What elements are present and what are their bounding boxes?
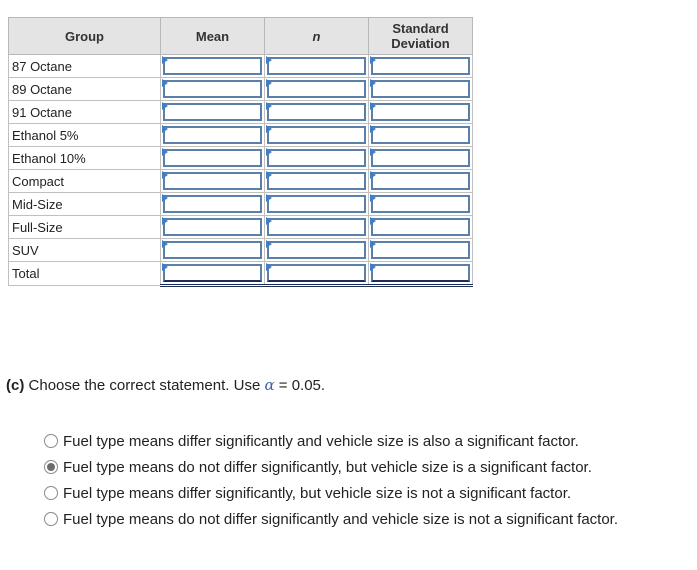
input-marker-icon [370,171,376,179]
row-label: Ethanol 10% [9,147,161,170]
sd-input[interactable] [371,80,470,98]
sd-input[interactable] [371,103,470,121]
table-row [9,78,473,101]
n-input[interactable] [267,195,366,213]
header-row [9,18,473,55]
sd-cell [369,78,473,101]
n-cell [265,55,369,78]
mean-input[interactable] [163,195,262,213]
table-row [9,101,473,124]
n-cell [265,216,369,239]
sd-cell [369,55,473,78]
input-marker-icon [266,102,272,110]
mean-cell [161,55,265,78]
table-row [9,239,473,262]
input-marker-icon [266,194,272,202]
mean-cell [161,124,265,147]
sd-cell [369,170,473,193]
n-input[interactable] [267,126,366,144]
mean-input[interactable] [163,241,262,259]
input-marker-icon [266,148,272,156]
n-input[interactable] [267,218,366,236]
answer-option-label: Fuel type means do not differ significantly, but vehicle size is a significant factor. [63,458,592,476]
input-marker-icon [162,194,168,202]
question-text: Choose the correct statement. Use [28,377,261,394]
row-label: 91 Octane [9,101,161,124]
mean-cell [161,147,265,170]
radio-dot-icon [47,463,55,471]
input-marker-icon [266,171,272,179]
mean-cell [161,78,265,101]
sd-cell [369,239,473,262]
mean-input[interactable] [163,80,262,98]
radio-checked-icon[interactable] [44,460,58,474]
n-cell [265,124,369,147]
sd-input[interactable] [371,126,470,144]
table-row [9,193,473,216]
table-row [9,55,473,78]
sd-cell [369,216,473,239]
row-label: 87 Octane [9,55,161,78]
question-c [6,376,325,394]
input-marker-icon [162,125,168,133]
question-part-label: (c) [6,377,25,394]
mean-input[interactable] [163,126,262,144]
row-label: 89 Octane [9,78,161,101]
row-label: SUV [9,239,161,262]
std-dev-header [369,18,473,55]
mean-cell [161,101,265,124]
table-row [9,124,473,147]
answer-option-label: Fuel type means differ significantly, but vehicle size is not a significant factor. [63,484,572,502]
n-cell [265,170,369,193]
input-marker-icon [266,79,272,87]
mean-cell [161,216,265,239]
answer-option-label: Fuel type means do not differ significantly and vehicle size is not a significant factor. [63,510,619,528]
sd-cell [369,124,473,147]
n-input[interactable] [267,264,366,282]
n-input[interactable] [267,241,366,259]
results-table [8,17,473,287]
n-input[interactable] [267,172,366,190]
answer-options [44,428,618,532]
n-input[interactable] [267,149,366,167]
mean-input[interactable] [163,218,262,236]
mean-input[interactable] [163,264,262,282]
input-marker-icon [370,240,376,248]
alpha-symbol: α [264,376,275,394]
mean-cell [161,262,265,286]
row-label: Ethanol 5% [9,124,161,147]
sd-input[interactable] [371,218,470,236]
input-marker-icon [266,56,272,64]
answer-option[interactable] [44,454,618,480]
sd-cell [369,193,473,216]
mean-cell [161,170,265,193]
sd-input[interactable] [371,264,470,282]
input-marker-icon [162,148,168,156]
input-marker-icon [370,194,376,202]
input-marker-icon [370,102,376,110]
input-marker-icon [370,263,376,271]
mean-cell [161,239,265,262]
mean-input[interactable] [163,149,262,167]
input-marker-icon [162,56,168,64]
row-label: Compact [9,170,161,193]
input-marker-icon [266,125,272,133]
n-cell [265,262,369,286]
sd-input[interactable] [371,149,470,167]
sd-input[interactable] [371,57,470,75]
input-marker-icon [370,56,376,64]
row-label: Mid-Size [9,193,161,216]
radio-unchecked-icon[interactable] [44,512,58,526]
sd-input[interactable] [371,195,470,213]
mean-input[interactable] [163,57,262,75]
table-body [9,55,473,286]
mean-cell [161,193,265,216]
answer-option[interactable] [44,480,618,506]
std-dev-header-line1: Standard [392,21,449,36]
n-cell [265,101,369,124]
input-marker-icon [266,240,272,248]
input-marker-icon [162,102,168,110]
answer-option[interactable] [44,428,618,454]
radio-unchecked-icon[interactable] [44,486,58,500]
mean-header: Mean [161,18,265,55]
input-marker-icon [162,79,168,87]
n-cell [265,78,369,101]
table-row [9,216,473,239]
sd-cell [369,262,473,286]
table-row [9,262,473,286]
sd-input[interactable] [371,172,470,190]
input-marker-icon [266,217,272,225]
input-marker-icon [162,217,168,225]
row-label: Total [9,262,161,286]
mean-input[interactable] [163,172,262,190]
n-cell [265,193,369,216]
alpha-value: = 0.05. [278,377,326,394]
table-row [9,170,473,193]
n-header: n [265,18,369,55]
n-input[interactable] [267,103,366,121]
sd-cell [369,147,473,170]
std-dev-header-line2: Deviation [391,36,450,51]
n-cell [265,147,369,170]
input-marker-icon [370,79,376,87]
table-row [9,147,473,170]
n-input[interactable] [267,57,366,75]
sd-cell [369,101,473,124]
mean-input[interactable] [163,103,262,121]
sd-input[interactable] [371,241,470,259]
n-input[interactable] [267,80,366,98]
answer-option-label: Fuel type means differ significantly and vehicle size is also a significant factor. [63,432,579,450]
input-marker-icon [370,148,376,156]
input-marker-icon [370,125,376,133]
input-marker-icon [162,240,168,248]
n-cell [265,239,369,262]
input-marker-icon [162,171,168,179]
input-marker-icon [370,217,376,225]
input-marker-icon [266,263,272,271]
radio-unchecked-icon[interactable] [44,434,58,448]
answer-option[interactable] [44,506,618,532]
input-marker-icon [162,263,168,271]
row-label: Full-Size [9,216,161,239]
group-header: Group [9,18,161,55]
